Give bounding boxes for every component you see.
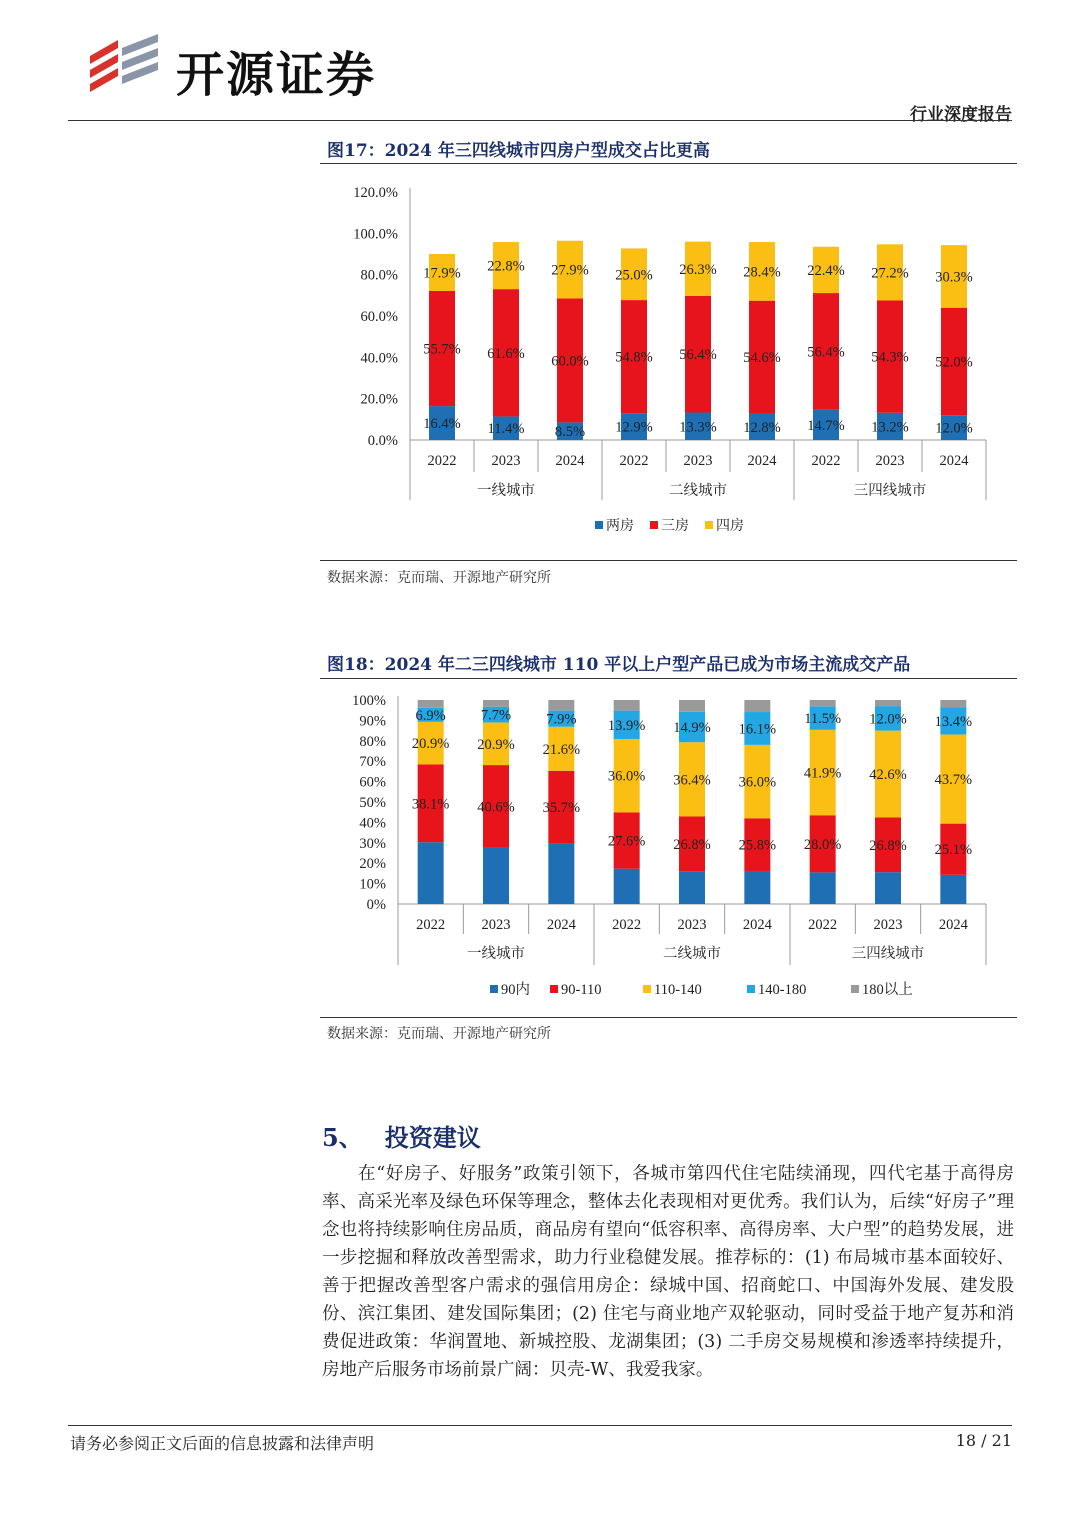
data-label: 12.9% [615, 419, 653, 436]
figure-17-source: 数据来源：克而瑞、开源地产研究所 [327, 570, 551, 586]
x-tick-label: 2024 [555, 453, 585, 469]
group-label: 二线城市 [663, 946, 721, 962]
figure-18-chart [320, 685, 1017, 1010]
bar-segment [614, 869, 640, 904]
y-tick-label: 100.0% [353, 226, 398, 243]
data-label: 22.4% [807, 262, 845, 279]
figure-18-top-rule [320, 678, 1017, 679]
data-label: 7.7% [480, 707, 512, 724]
figure-18-source: 数据来源：克而瑞、开源地产研究所 [327, 1026, 551, 1042]
legend-swatch [490, 985, 498, 993]
data-label: 52.0% [935, 354, 973, 371]
x-tick-label: 2023 [683, 453, 713, 469]
bar-segment [940, 700, 966, 707]
legend-label: 180以上 [862, 982, 913, 998]
legend-swatch [550, 985, 558, 993]
data-label: 14.7% [807, 417, 845, 434]
bar-segment [810, 872, 836, 904]
x-tick-label: 2022 [427, 453, 457, 469]
data-label: 11.4% [487, 421, 525, 438]
y-tick-label: 10% [359, 876, 386, 893]
y-tick-label: 80% [359, 733, 386, 750]
y-tick-label: 30% [359, 835, 386, 852]
section-number: 5、 [322, 1123, 363, 1152]
data-label: 12.8% [743, 419, 781, 436]
page-number: 18 / 21 [955, 1431, 1012, 1450]
bar-segment [679, 871, 705, 904]
x-tick-label: 2024 [747, 453, 777, 469]
data-label: 25.8% [738, 837, 777, 854]
y-tick-label: 100% [352, 693, 386, 709]
bar-segment [679, 700, 705, 712]
legend-label: 140-180 [758, 982, 807, 998]
y-tick-label: 40.0% [360, 350, 398, 367]
data-label: 35.7% [542, 800, 581, 817]
bar-segment [744, 871, 770, 904]
x-tick-label: 2022 [811, 453, 841, 469]
legend-swatch [595, 521, 603, 529]
bar-segment [418, 842, 444, 904]
data-label: 22.8% [487, 258, 525, 275]
report-type: 行业深度报告 [910, 105, 1012, 125]
data-label: 13.3% [679, 419, 717, 436]
bar-segment [614, 700, 640, 711]
y-tick-label: 70% [359, 754, 386, 771]
data-label: 43.7% [934, 772, 973, 789]
data-label: 27.9% [551, 262, 589, 279]
data-label: 20.9% [477, 736, 515, 753]
group-label: 三四线城市 [853, 483, 927, 499]
data-label: 28.4% [743, 264, 781, 281]
y-tick-label: 90% [359, 713, 386, 730]
legend-swatch [643, 985, 651, 993]
y-tick-label: 40% [359, 815, 386, 832]
data-label: 12.0% [869, 711, 907, 728]
data-label: 60.0% [551, 353, 589, 370]
bar-segment [875, 700, 901, 706]
legend-label: 三房 [661, 519, 689, 534]
x-tick-label: 2022 [612, 917, 642, 933]
data-label: 16.4% [423, 416, 461, 433]
bar-segment [744, 700, 770, 712]
x-tick-label: 2023 [481, 917, 511, 933]
data-label: 61.6% [487, 345, 525, 362]
data-label: 21.6% [542, 741, 581, 758]
data-label: 14.9% [673, 720, 711, 737]
section-paragraph: 在“好房子、好服务”政策引领下，各城市第四代住宅陆续涌现，四代宅基于高得房率、高采光率及绿色环保等理念，整体去化表现相对更优秀。我们认为，后续“好房子”理念也将持续影响住房品质，商品房有望向“低容积率、高得房率、大户型”的趋势发展，进一步挖掘和释放改善型需求，助力行业稳健发展。推荐标的：(1) 布局城市基本面较好、善于把握改善型客户需求的强信用房企：绿城中国、招商蛇口、中国海外发展、建发股份、滨江集团、建发国际集团；(2) 住宅与商业地产双轮驱动，同时受益于地产复苏和消费促进政策：华润置地、新城控股、龙湖集团；(3) 二手房交易规模和渗透率持续提升，房地产后服务市场前景广阔：贝壳-W、我爱我家。 [322, 1164, 1014, 1380]
y-tick-label: 0.0% [367, 433, 398, 449]
figure-17-chart [320, 170, 1017, 545]
footer-disclaimer: 请务必参阅正文后面的信息披露和法律声明 [70, 1434, 375, 1453]
figure-18-bottom-rule [320, 1017, 1017, 1018]
data-label: 36.4% [673, 772, 711, 789]
legend-label: 110-140 [654, 982, 702, 998]
data-label: 25.0% [615, 267, 653, 284]
data-label: 16.1% [738, 721, 777, 738]
header-divider [68, 120, 1012, 121]
group-label: 三四线城市 [851, 946, 925, 962]
data-label: 28.0% [803, 836, 842, 853]
x-tick-label: 2024 [546, 917, 576, 933]
y-tick-label: 120.0% [353, 185, 398, 201]
y-tick-label: 60.0% [360, 309, 398, 325]
x-tick-label: 2022 [416, 917, 446, 933]
legend-label: 90内 [501, 982, 530, 998]
x-tick-label: 2022 [619, 453, 649, 469]
data-label: 40.6% [477, 799, 515, 816]
data-label: 54.3% [871, 349, 909, 366]
data-label: 54.6% [743, 350, 781, 367]
x-tick-label: 2023 [875, 453, 905, 469]
section-heading [322, 1118, 481, 1153]
footer-divider [68, 1425, 1012, 1426]
bar-segment [940, 875, 966, 904]
x-tick-label: 2023 [677, 917, 707, 933]
legend-label: 四房 [716, 519, 744, 534]
data-label: 13.4% [934, 713, 973, 730]
data-label: 36.0% [607, 768, 646, 785]
data-label: 11.5% [804, 711, 842, 728]
x-tick-label: 2024 [742, 917, 772, 933]
x-tick-label: 2024 [938, 917, 968, 933]
data-label: 6.9% [415, 707, 446, 724]
legend-label: 两房 [606, 519, 634, 534]
legend-swatch [851, 985, 859, 993]
y-tick-label: 80.0% [360, 267, 398, 284]
legend-swatch [747, 985, 755, 993]
data-label: 54.8% [615, 349, 653, 366]
bar-segment [483, 848, 509, 904]
bar-segment [548, 700, 574, 711]
legend-label: 90-110 [561, 982, 602, 998]
data-label: 12.0% [935, 420, 973, 437]
data-label: 27.6% [607, 833, 646, 850]
company-logo [88, 34, 168, 98]
data-label: 25.1% [934, 842, 973, 859]
figure-17-top-rule [320, 163, 1017, 164]
y-tick-label: 0% [366, 897, 386, 913]
group-label: 一线城市 [467, 946, 525, 962]
data-label: 36.0% [738, 774, 777, 791]
x-tick-label: 2022 [808, 917, 838, 933]
y-tick-label: 20.0% [360, 391, 398, 408]
y-tick-label: 60% [359, 774, 386, 791]
data-label: 26.3% [679, 261, 717, 278]
group-label: 二线城市 [669, 483, 727, 499]
data-label: 17.9% [423, 265, 461, 282]
section-title: 投资建议 [384, 1123, 481, 1152]
figure-18-title: 图18：2024 年二三四线城市 110 平以上户型产品已成为市场主流成交产品 [327, 655, 911, 675]
brand-name: 开源证券 [176, 47, 377, 103]
data-label: 27.2% [871, 265, 909, 282]
y-tick-label: 20% [359, 856, 386, 873]
legend-swatch [705, 521, 713, 529]
data-label: 20.9% [411, 736, 450, 753]
figure-17-title: 图17：2024 年三四线城市四房户型成交占比更高 [327, 141, 710, 161]
x-tick-label: 2024 [939, 453, 969, 469]
y-tick-label: 50% [359, 795, 386, 811]
data-label: 42.6% [869, 767, 907, 784]
bar-segment [483, 700, 509, 707]
bar-segment [875, 872, 901, 904]
data-label: 8.5% [554, 424, 586, 441]
figure-17-bottom-rule [320, 560, 1017, 561]
data-label: 55.7% [423, 341, 461, 358]
data-label: 13.2% [871, 419, 909, 436]
data-label: 13.9% [607, 717, 646, 734]
data-label: 56.4% [679, 347, 717, 364]
data-label: 56.4% [807, 344, 845, 361]
group-label: 一线城市 [477, 483, 535, 499]
x-tick-label: 2023 [873, 917, 903, 933]
data-label: 26.8% [869, 837, 907, 854]
bar-segment [548, 844, 574, 904]
x-tick-label: 2023 [491, 453, 521, 469]
data-label: 41.9% [803, 765, 842, 782]
bar-segment [810, 700, 836, 706]
data-label: 30.3% [935, 269, 973, 286]
data-label: 38.1% [411, 796, 450, 813]
legend-swatch [650, 521, 658, 529]
bar-segment [418, 700, 444, 708]
data-label: 26.8% [673, 836, 711, 853]
data-label: 7.9% [546, 711, 577, 728]
